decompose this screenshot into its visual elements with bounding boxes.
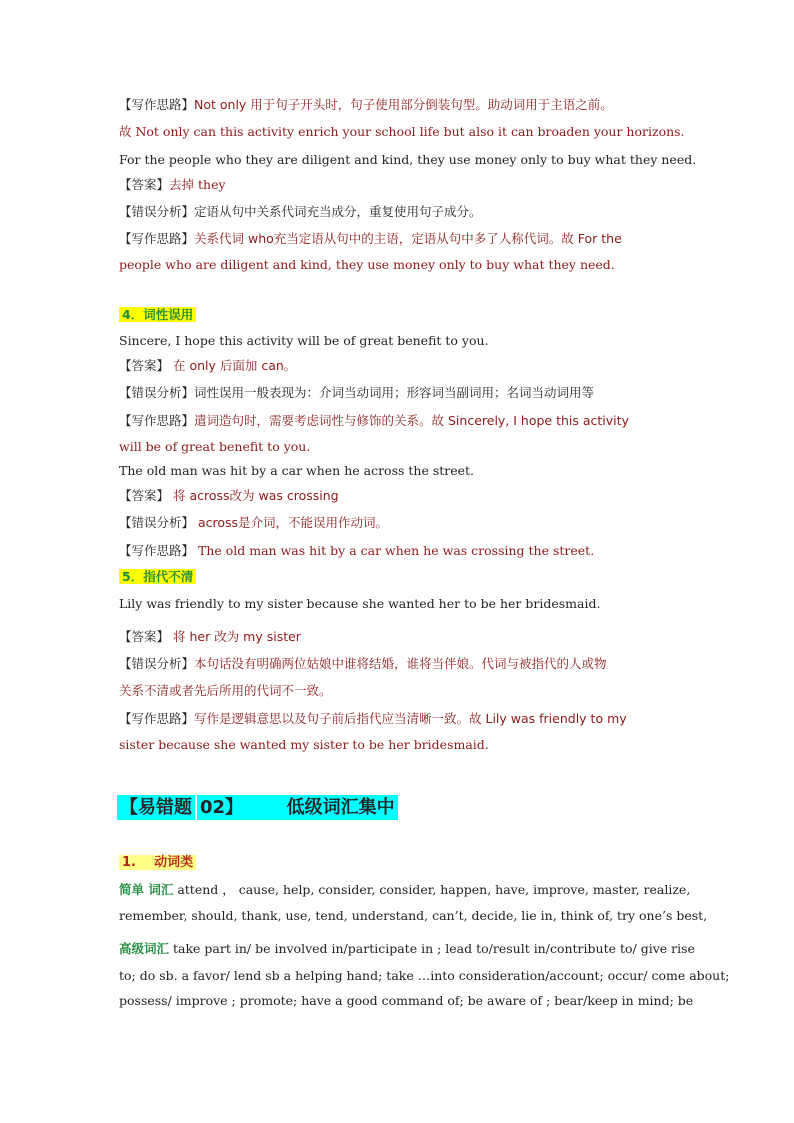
text-segment: 高级词汇 [119, 941, 170, 956]
text-segment: 定语从句中关系代词充当成分，重复使用句子成分。 [194, 204, 482, 219]
text-segment: 词性误用一般表现为：介词当动词用；形容词当副词用；名词当动词用等 [194, 385, 595, 400]
text-segment: For the people who they are diligent and kind, they use money only to buy what they need. [119, 152, 697, 167]
title-text: 低级词汇集中 [246, 795, 398, 820]
text-segment: attend ， cause, help, consider, consider, happen, have, improve, master, realize, [173, 882, 691, 897]
text-segment: remember, should, thank, use, tend, understand, can’t, decide, lie in, think of, try one’s best, [119, 908, 708, 923]
section-heading [119, 306, 196, 323]
text-segment: take part in/ be involved in/participate in ; lead to/result in/contribute to/ give rise [169, 941, 695, 956]
text-segment: The old man was hit by a car when he across the street. [119, 463, 475, 478]
text-segment: to; do sb. a favor/ lend sb a helping hand; take …into consideration/account; occur/ come about; [119, 968, 730, 983]
text-segment: 关系代词 who充当定语从句中的主语，定语从句中多了人称代词。故 For the [194, 231, 622, 246]
text-line [119, 628, 301, 645]
text-segment: will be of great benefit to you. [119, 439, 311, 454]
section-title [117, 793, 398, 819]
text-segment: 【答案】 [119, 358, 170, 373]
text-line [119, 357, 296, 374]
text-line [119, 542, 594, 559]
text-line [119, 595, 600, 612]
text-line [119, 487, 339, 504]
text-segment: Sincere, I hope this activity will be of great benefit to you. [119, 333, 489, 348]
text-segment: 关系不清或者先后所用的代词不一致。 [119, 683, 332, 698]
text-segment: 【错误分析】 [119, 385, 195, 400]
text-segment: 【写作思路】 [119, 413, 195, 428]
text-segment: possess/ improve ; promote; have a good command of; be aware of ; bear/keep in mind; be [119, 993, 694, 1008]
text-line [119, 881, 690, 898]
text-line [119, 230, 622, 247]
text-segment: 去掉 they [169, 177, 226, 192]
text-segment: 将 her 改为 my sister [169, 629, 301, 644]
text-segment: The old man was hit by a car when he was crossing the street. [194, 543, 595, 558]
text-line [119, 462, 474, 479]
text-segment: 在 only 后面加 can。 [169, 358, 297, 373]
text-line [119, 384, 594, 401]
text-segment: 【写作思路】 [119, 231, 195, 246]
text-segment: 写作是逻辑意思以及句子前后指代应当清晰一致。故 Lily was friendly to my [194, 711, 627, 726]
text-segment: Lily was friendly to my sister because she wanted her to be her bridesmaid. [119, 596, 601, 611]
title-label: 【易错题 [117, 795, 195, 820]
text-line [119, 940, 695, 957]
text-line [119, 967, 729, 984]
text-segment: 【错误分析】 [119, 656, 195, 671]
text-line [119, 655, 607, 672]
text-line [119, 907, 707, 924]
text-segment: 故 Not only can this activity enrich your school life but also it can broaden your horizons. [119, 124, 685, 139]
text-line [119, 682, 332, 699]
text-segment: 【答案】 [119, 629, 170, 644]
text-segment: 【写作思路】 [119, 711, 195, 726]
text-line [119, 256, 615, 273]
text-line [119, 514, 388, 531]
text-line [119, 96, 613, 113]
text-line [119, 332, 489, 349]
text-segment: Not only 用于句子开头时，句子使用部分倒装句型。助动词用于主语之前。 [194, 97, 613, 112]
text-line [119, 203, 482, 220]
text-line [119, 438, 310, 455]
text-segment: 【写作思路】 [119, 543, 195, 558]
title-number: 02】 [197, 795, 246, 820]
heading-text: 4．词性误用 [119, 307, 196, 322]
text-line [119, 736, 489, 753]
text-line [119, 412, 629, 429]
text-segment: 【答案】 [119, 177, 170, 192]
text-line [119, 992, 693, 1009]
text-segment: 【答案】 [119, 488, 170, 503]
text-segment: 本句话没有明确两位姑娘中谁将结婚，谁将当伴娘。代词与被指代的人或物 [194, 656, 607, 671]
section-heading [119, 568, 196, 585]
heading-text: 5．指代不清 [119, 569, 196, 584]
text-segment: 遣词造句时，需要考虑词性与修饰的关系。故 Sincerely, I hope this activity [194, 413, 629, 428]
text-line [119, 151, 696, 168]
text-segment: 【错误分析】 [119, 204, 195, 219]
text-segment: 将 across改为 was crossing [169, 488, 339, 503]
text-segment: sister because she wanted my sister to be her bridesmaid. [119, 737, 489, 752]
text-segment: people who are diligent and kind, they use money only to buy what they need. [119, 257, 615, 272]
text-segment: 简单 词汇 [119, 882, 174, 897]
text-line [119, 710, 627, 727]
subsection-heading [119, 853, 196, 871]
subsection-text: 1. 动词类 [119, 855, 196, 870]
text-segment: 【错误分析】 [119, 515, 195, 530]
text-line [119, 123, 685, 140]
text-line [119, 176, 226, 193]
text-segment: across是介词，不能误用作动词。 [194, 515, 389, 530]
text-segment: 【写作思路】 [119, 97, 195, 112]
